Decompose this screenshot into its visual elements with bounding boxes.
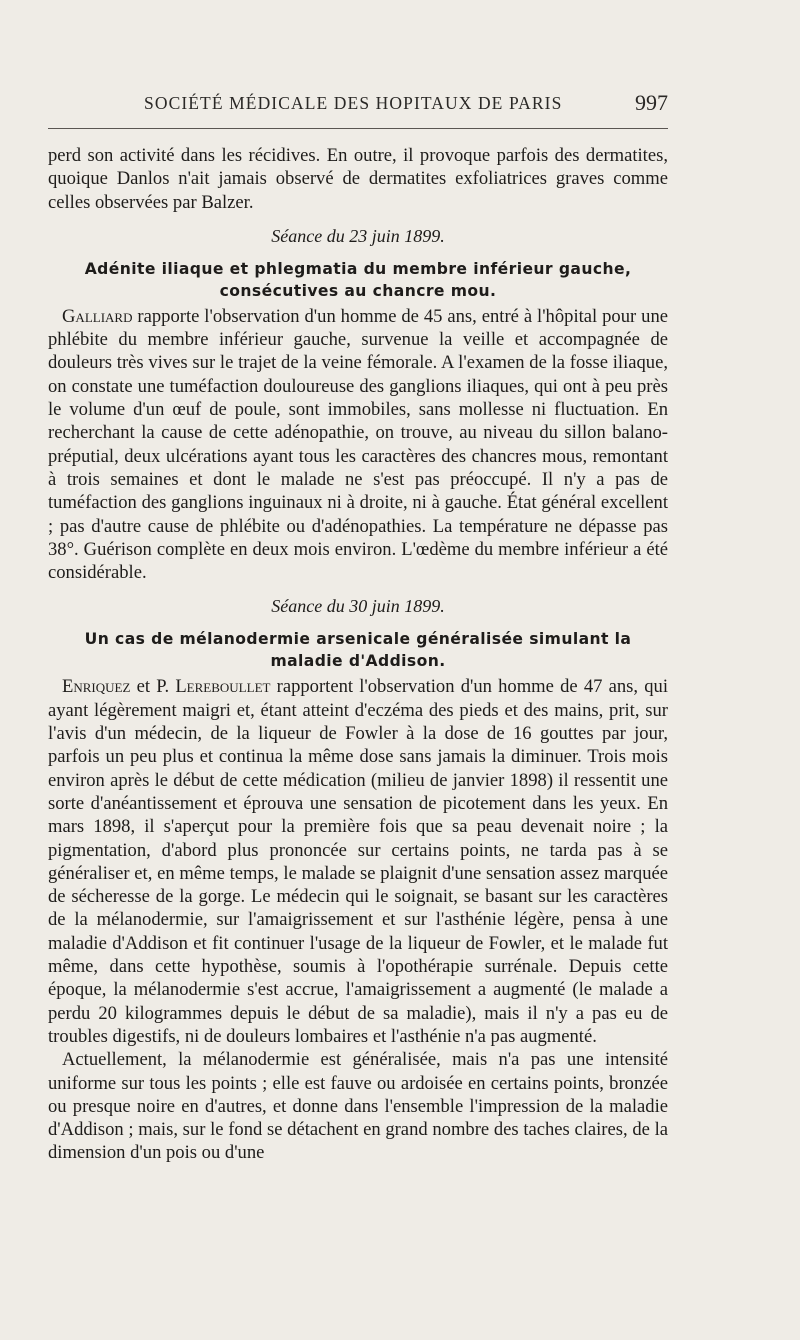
section-paragraph-2 (48, 675, 668, 1048)
author-name: Lereboullet (175, 676, 271, 698)
seance-date-1: Séance du 23 juin 1899. (271, 225, 445, 246)
intro-paragraph: perd son activité dans les récidives. En outre, il provoque parfois des dermatites, quoique Danlos n'ait jamais observé de dermatites exfoliatrices graves comme celles observées par Balzer. (48, 145, 668, 213)
paragraph-text: rapporte l'observation d'un homme de 45 ans, entré à l'hôpital pour une phlébite du membre inférieur gauche, survenue la veille et accompagnée de douleurs très vives sur le trajet de la veine fémorale. A l'examen de la fosse iliaque, on constate une tuméfaction douloureuse des ganglions iliaques, qui ont à peu près le volume d'un œuf de poule, sont immobiles, sans mollesse ni fluctuation. En recherchant la cause de cette adénopathie, on trouve, au niveau du sillon balano-préputial, deux ulcérations ayant tous les caractères des chancres mous, remontant à trois semaines et dont le malade ne s'est pas préoccupé. Il n'y a pas de tuméfaction des ganglions inguinaux ni à droite, ni à gauche. État général excellent ; pas d'autre cause de phlébite ou d'adénopathies. La température ne dépasse pas 38°. Guérison complète en deux mois environ. L'œdème du membre inférieur a été considérable. (48, 305, 668, 584)
body-text (48, 144, 668, 1165)
header-rule (48, 128, 668, 129)
running-head: SOCIÉTÉ MÉDICALE DES HOPITAUX DE PARIS (144, 93, 563, 113)
page-header (48, 90, 668, 118)
paragraph-text: rapportent l'observation d'un homme de 47 ans, qui ayant légèrement maigri et, étant atteint d'eczéma des pieds et des mains, prit, sur l'avis d'un médecin, de la liqueur de Fowler à la dose de 16 gouttes par jour, parfois un peu plus et continua la même dose sans jamais la diminuer. Trois mois environ après le début de cette médication (milieu de janvier 1898) il ressentit une sorte d'anéantissement et éprouva une sensation de picotement dans les yeux. En mars 1898, il s'aperçut pour la première fois que sa peau devenait noire ; la pigmentation, d'abord plus prononcée sur certains points, ne tarda pas à se généraliser et, en même temps, le malade se plaignit d'une sensation assez marquée de sécheresse de la gorge. Le médecin qui le soignait, se basant sur les caractères de la mélanodermie, sur l'amaigrissement et sur l'asthénie légère, pensa à une maladie d'Addison et fit continuer l'usage de la liqueur de Fowler, et le malade fut même, dans cette hypothèse, soumis à l'opothérapie surrénale. Depuis cette époque, la mélanodermie s'est accrue, l'amaigrissement a augmenté (le malade a perdu 20 kilogrammes depuis le début de sa maladie), mais il n'y a pas eu de troubles digestifs, ni de douleurs lombaires et l'asthénie n'a pas augmenté. (48, 676, 668, 1047)
author-join: et P. (130, 676, 176, 698)
author-name: Enriquez (62, 676, 131, 698)
author-name: Galliard (62, 305, 133, 327)
section-paragraph-3: Actuellement, la mélanodermie est généralisée, mais n'a pas une intensité uniforme sur tous les points ; elle est fauve ou ardoisée en certains points, bronzée ou presque noire en d'autres, et donne dans l'ensemble l'impression de la maladie d'Addison ; mais, sur le fond se détachent en grand nombre des taches claires, de la dimension d'un pois ou d'une (48, 1049, 668, 1164)
section-paragraph-1 (48, 305, 668, 585)
section-title-1: Adénite iliaque et phlegmatia du membre inférieur gauche, consécutives au chancre mou. (84, 259, 632, 300)
page-number: 997 (635, 90, 668, 115)
seance-date-2: Séance du 30 juin 1899. (271, 596, 445, 617)
section-title-2: Un cas de mélanodermie arsenicale généralisée simulant la maladie d'Addison. (84, 630, 632, 671)
